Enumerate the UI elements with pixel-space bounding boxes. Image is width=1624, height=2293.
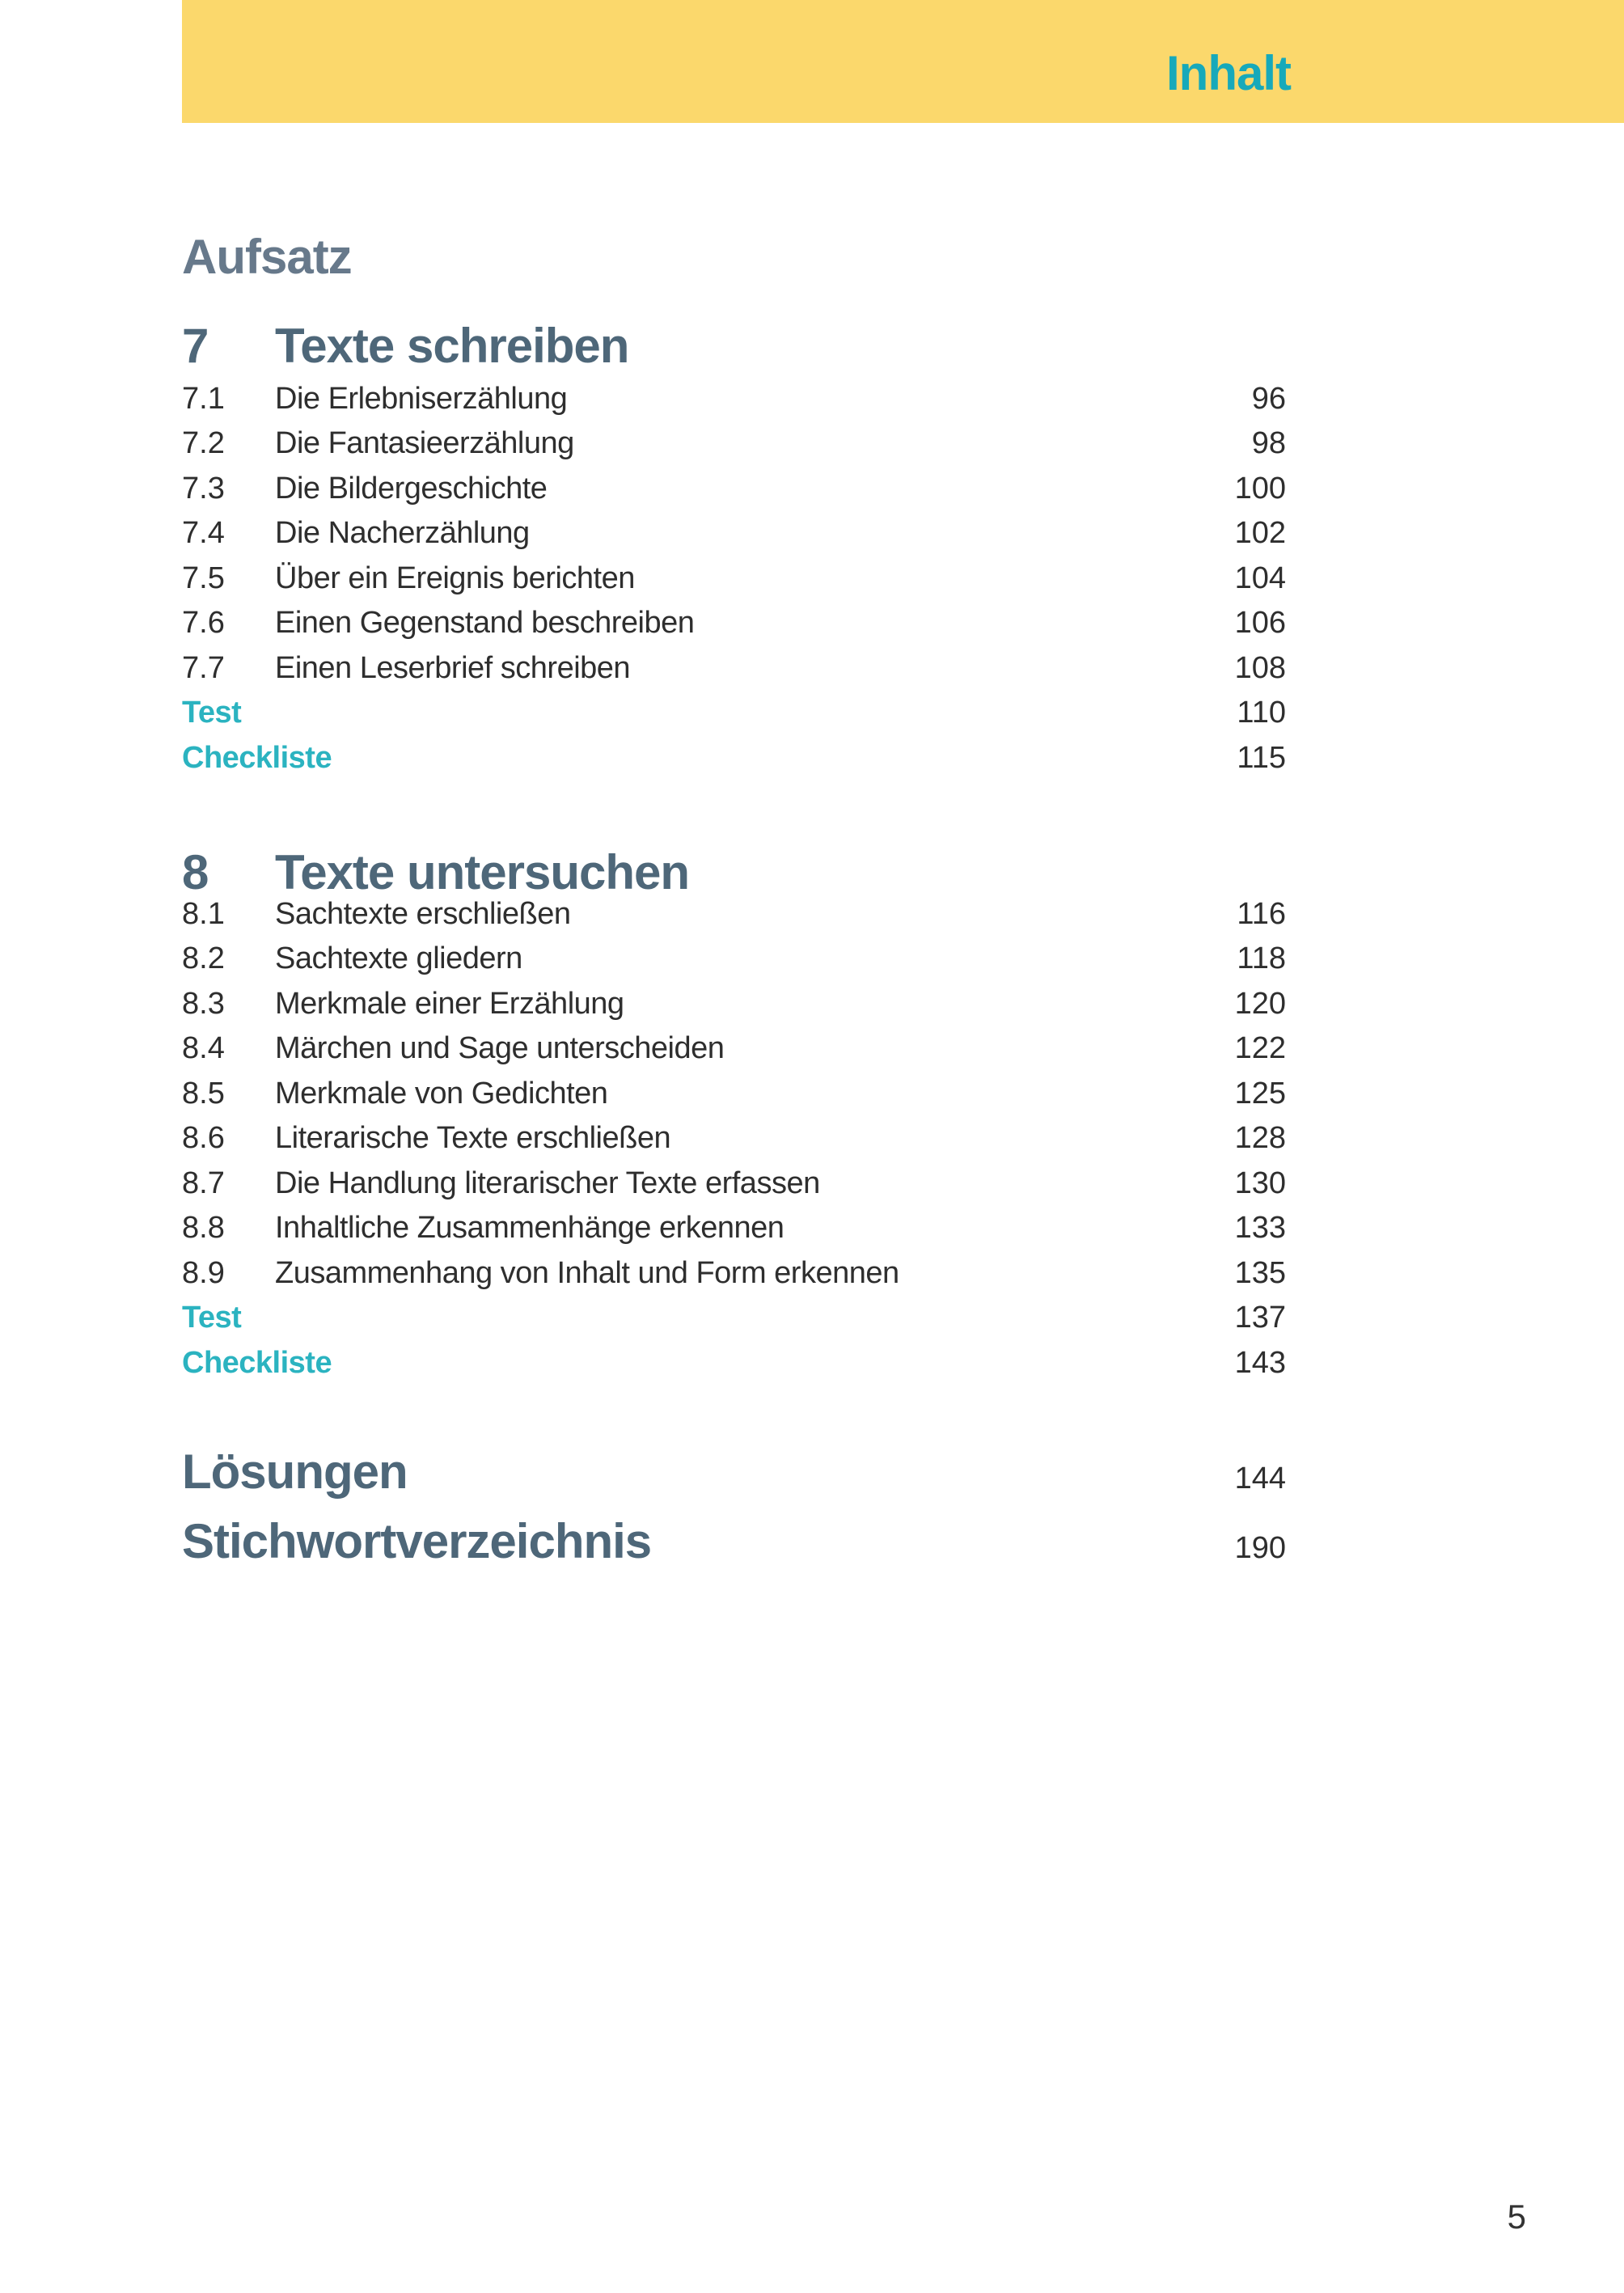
toc-row [182,1161,1286,1206]
toc-page-number: 98 [1251,426,1286,461]
toc-row [182,645,1286,691]
toc-item-number: 8.6 [182,1121,225,1156]
page-folio-number: 5 [1507,2198,1526,2236]
toc-item-title: Checkliste [182,740,332,775]
toc-item-title: Über ein Ereignis berichten [275,561,635,595]
toc-item-title: Sachtexte gliedern [275,941,522,976]
toc-item-number: 8.4 [182,1031,225,1066]
toc-page-number: 100 [1234,471,1286,506]
toc-page-number: 104 [1234,561,1286,595]
toc-row [182,1071,1286,1116]
toc-page-number: 125 [1234,1076,1286,1111]
toc-page-number: 133 [1234,1211,1286,1246]
toc-item-number: 8.2 [182,941,225,976]
toc-row [182,937,1286,982]
toc-item-title: Sachtexte erschließen [275,896,571,931]
section-title: Texte schreiben [275,319,629,373]
toc-item-title: Einen Gegenstand beschreiben [275,606,695,641]
toc-page-number: 122 [1234,1031,1286,1066]
toc-item-number: 7.5 [182,561,225,595]
toc-item-title: Literarische Texte erschließen [275,1121,671,1156]
toc-page-number: 118 [1237,941,1286,976]
toc-row [182,601,1286,646]
toc-item-title: Checkliste [182,1345,332,1380]
toc-item-title: Die Nacherzählung [275,516,530,551]
toc-item-number: 8.8 [182,1211,225,1246]
toc-page-number: 130 [1234,1166,1286,1200]
toc-item-title: Merkmale einer Erzählung [275,986,624,1021]
toc-row [182,1026,1286,1072]
toc-page-number: 96 [1251,381,1286,416]
toc-page-number: 115 [1237,740,1286,775]
toc-row [182,735,1286,781]
section-heading-8 [182,845,1286,899]
section-title: Texte untersuchen [275,845,690,899]
toc-page-number: 143 [1234,1345,1286,1380]
backmatter-page-number: 144 [1234,1462,1286,1496]
toc-page-number: 120 [1234,986,1286,1021]
part-heading-aufsatz: Aufsatz [182,230,352,284]
toc-row [182,421,1286,467]
toc-item-number: 7.7 [182,650,225,685]
toc-row [182,466,1286,511]
toc-list-section-7 [182,376,1286,781]
toc-row [182,1206,1286,1251]
toc-item-number: 7.3 [182,471,225,506]
backmatter-title: Stichwortverzeichnis [182,1514,652,1568]
toc-item-title: Die Fantasieerzählung [275,426,574,461]
toc-item-title: Zusammenhang von Inhalt und Form erkennen [275,1255,899,1290]
toc-row [182,981,1286,1026]
toc-row [182,691,1286,736]
toc-row [182,1116,1286,1161]
toc-page-number: 110 [1237,696,1286,730]
toc-list-section-8 [182,891,1286,1386]
toc-item-number: 8.7 [182,1166,225,1200]
toc-item-number: 7.1 [182,381,225,416]
toc-item-title: Inhaltliche Zusammenhänge erkennen [275,1211,785,1246]
section-heading-7 [182,319,1286,373]
section-number: 7 [182,319,209,373]
toc-item-number: 7.2 [182,426,225,461]
toc-item-number: 8.9 [182,1255,225,1290]
toc-item-number: 8.1 [182,896,225,931]
backmatter-stichwortverzeichnis [182,1514,1286,1568]
toc-page-number: 108 [1234,650,1286,685]
toc-item-title: Merkmale von Gedichten [275,1076,608,1111]
page-title: Inhalt [1166,46,1291,100]
toc-row [182,1340,1286,1386]
toc-row [182,556,1286,601]
toc-item-title: Einen Leserbrief schreiben [275,650,631,685]
backmatter-title: Lösungen [182,1445,408,1499]
toc-item-number: 8.5 [182,1076,225,1111]
toc-item-title: Test [182,1301,242,1335]
toc-item-title: Test [182,696,242,730]
toc-page-number: 106 [1234,606,1286,641]
toc-row [182,891,1286,937]
toc-item-number: 8.3 [182,986,225,1021]
toc-page-number: 116 [1237,896,1286,931]
toc-item-number: 7.6 [182,606,225,641]
toc-page-number: 102 [1234,516,1286,551]
toc-item-number: 7.4 [182,516,225,551]
toc-item-title: Die Bildergeschichte [275,471,548,506]
toc-row [182,511,1286,556]
backmatter-loesungen [182,1445,1286,1499]
page-header-banner [182,0,1624,123]
toc-row [182,1250,1286,1296]
toc-item-title: Märchen und Sage unterscheiden [275,1031,725,1066]
toc-row [182,1296,1286,1341]
backmatter-page-number: 190 [1234,1531,1286,1565]
section-number: 8 [182,845,209,899]
toc-item-title: Die Erlebniserzählung [275,381,568,416]
toc-page-number: 135 [1234,1255,1286,1290]
toc-item-title: Die Handlung literarischer Texte erfassen [275,1166,820,1200]
toc-page-number: 137 [1234,1301,1286,1335]
toc-row [182,376,1286,421]
toc-page-number: 128 [1234,1121,1286,1156]
